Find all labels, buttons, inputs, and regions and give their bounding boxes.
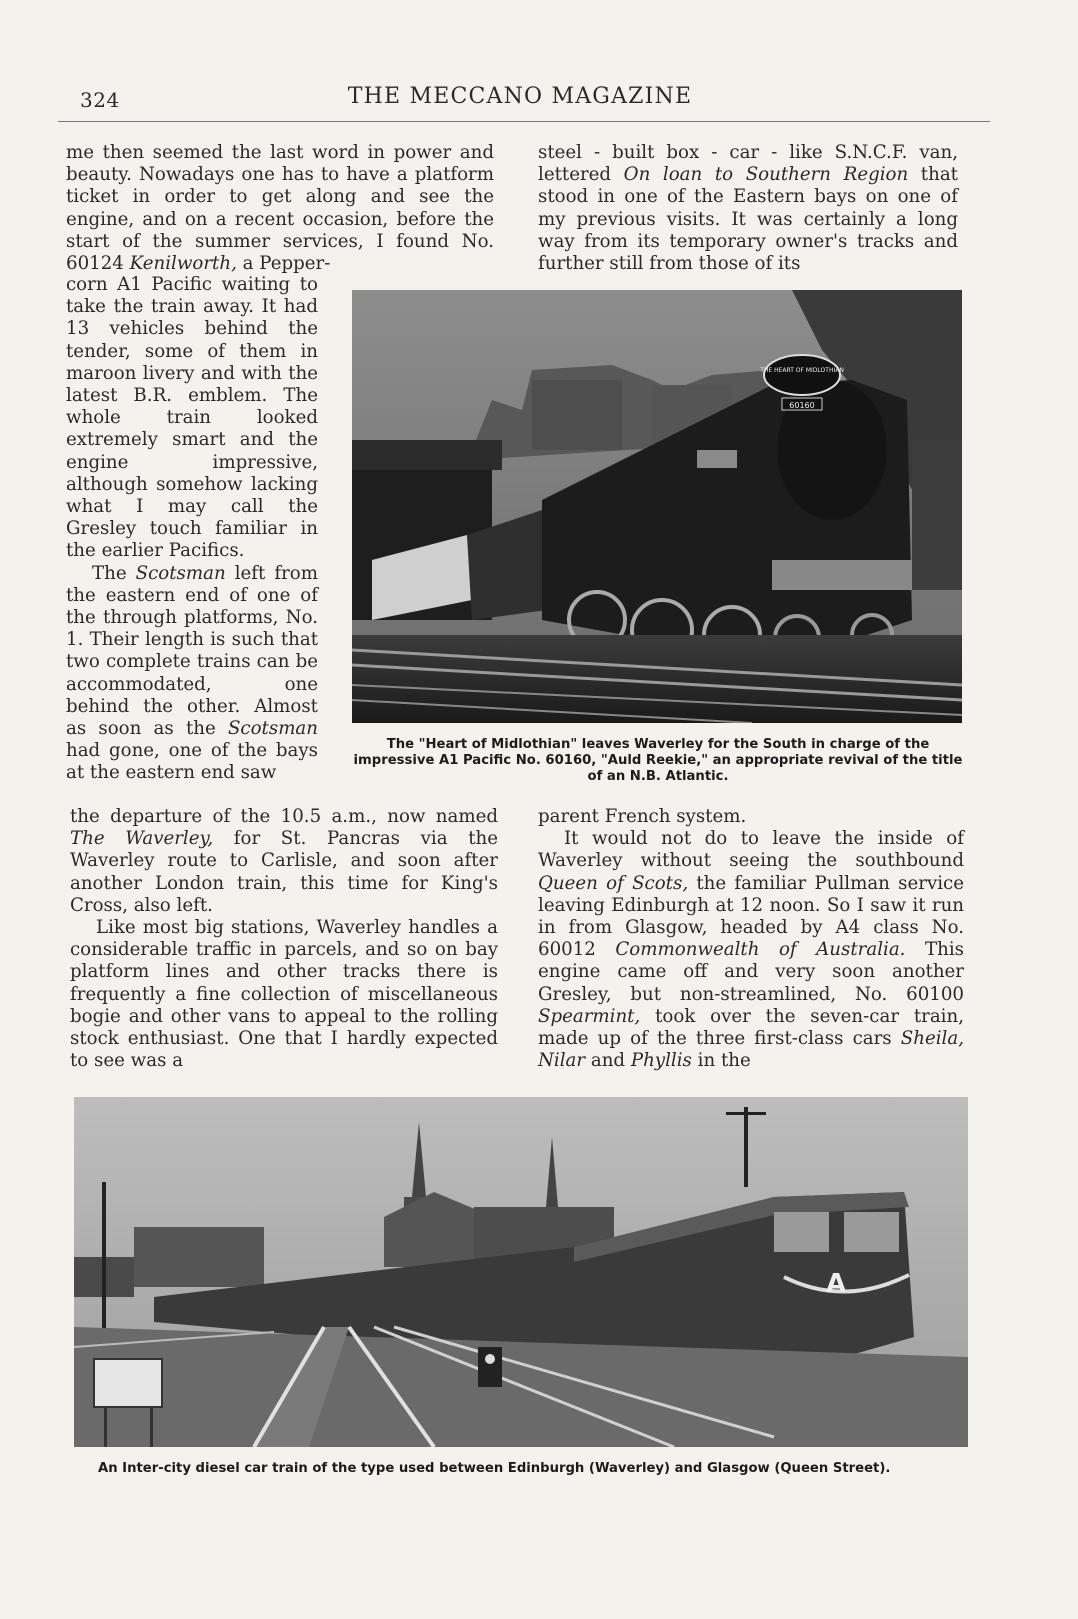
col2-bottom-italic1: Queen of Scots,: [538, 872, 689, 894]
smokebox-number: 60160: [789, 401, 815, 410]
col2-bottom-italic5: Phyllis: [630, 1050, 692, 1072]
col1-bottom-italic: The Waverley,: [70, 828, 214, 850]
col2-bottom-italic2: Commonwealth of Australia.: [615, 939, 906, 961]
col1-wrap-b-italic2: Scotsman: [227, 718, 318, 740]
train-badge: A: [825, 1269, 847, 1299]
header-rule: [58, 121, 990, 122]
col2-bottom-mid3: took over the seven-car train, made up of the three first-class cars: [538, 1005, 964, 1050]
locomotive-illustration: [352, 290, 962, 723]
col1-top-end: a Pepper-: [236, 253, 331, 275]
column2-top-text: [538, 142, 958, 275]
col1-bottom-para2: Like most big stations, Waverley handles a considerable traffic in parcels, and so on bay platform lines and other tracks there is frequently a fine collection of miscellaneous bogie and other vans to appeal to the rolling stock enthusiast. One that I hardly expected to see was a: [70, 917, 498, 1072]
locomotive-photo-caption: The "Heart of Midlothian" leaves Waverley for the South in charge of the impressive A1 Pacific No. 60160, "Auld Reekie," an appropriate revival of the title of an N.B. Atlantic.: [353, 737, 963, 784]
headboard: [764, 355, 840, 395]
col1-wrap-b-post: left from the eastern end of one of the through platforms, No. 1. Their length is such that two complete trains can be accommodated, one behind the other. Almost as soon as the: [66, 562, 318, 740]
column2-bottom-text: [538, 806, 964, 1072]
magazine-title: THE MECCANO MAGAZINE: [347, 84, 693, 109]
col1-wrap-para-a: corn A1 Pacific waiting to take the train away. It had 13 vehicles behind the tender, some of them in maroon livery and with the latest B.R. emblem. The whole train looked extremely smart and the engine impressive, although somehow lacking what I may call the Gresley touch familiar in the earlier Pacifics.: [66, 274, 318, 562]
col2-bottom-a: parent French system.: [538, 806, 747, 827]
col2-bottom-mid4: and: [585, 1050, 631, 1072]
col1-bottom-b: for St. Pancras via the Waverley route to Carlisle, and soon after another London train, this time for King's Cross, also left.: [70, 828, 498, 916]
col1-bottom-a: the departure of the 10.5 a.m., now named: [70, 806, 498, 827]
col2-bottom-italic4: Sheila, Nilar: [538, 1028, 964, 1072]
col2-top-pre: steel - built box - car - like S.N.C.F. van, lettered: [538, 142, 958, 186]
col2-top-italic: On loan to Southern Region: [623, 164, 909, 186]
diesel-train-photo: [74, 1097, 968, 1447]
headboard-text: THE HEART OF MIDLOTHIAN: [760, 367, 844, 374]
col2-bottom-pre: It would not do to leave the inside of Waverley without seeing the southbound: [538, 828, 964, 872]
col2-bottom-mid1: the familiar Pullman service leaving Edinburgh at 12 noon. So I saw it run in from Glasgow, headed by A4 class No. 60012: [538, 872, 964, 961]
col2-bottom-italic3: Spearmint,: [538, 1005, 641, 1027]
col2-bottom-end: in the: [691, 1050, 751, 1072]
column1-bottom-text: [70, 806, 498, 1072]
page-number: 324: [80, 88, 120, 112]
col2-top-post: that stood in one of the Eastern bays on one of my previous visits. It was certainly a long way from its temporary owner's tracks and further still from those of its: [538, 164, 958, 275]
diesel-train-photo-caption: An Inter-city diesel car train of the type used between Edinburgh (Waverley) and Glasgow (Queen Street).: [98, 1461, 891, 1476]
col1-wrap-b-italic: Scotsman: [135, 562, 226, 584]
col1-top-italic: Kenilworth,: [129, 253, 237, 275]
diesel-train-illustration: [74, 1097, 968, 1447]
col1-wrap-b-pre: The: [92, 562, 136, 584]
col2-bottom-mid2: This engine came off and very soon another Gresley, but non-streamlined, No. 60100: [538, 939, 964, 1005]
locomotive-photo: [352, 290, 962, 723]
nameplate: [697, 450, 737, 468]
col1-wrap-b-post2: had gone, one of the bays at the eastern end saw: [66, 740, 318, 784]
column1-top-text: [66, 142, 494, 275]
column1-wrap-text: [66, 274, 318, 785]
col1-top: me then seemed the last word in power and beauty. Nowadays one has to have a platform ticket in order to get along and see the engine, and on a recent occasion, before the start of the summer services, I found No. 60124: [66, 142, 494, 275]
